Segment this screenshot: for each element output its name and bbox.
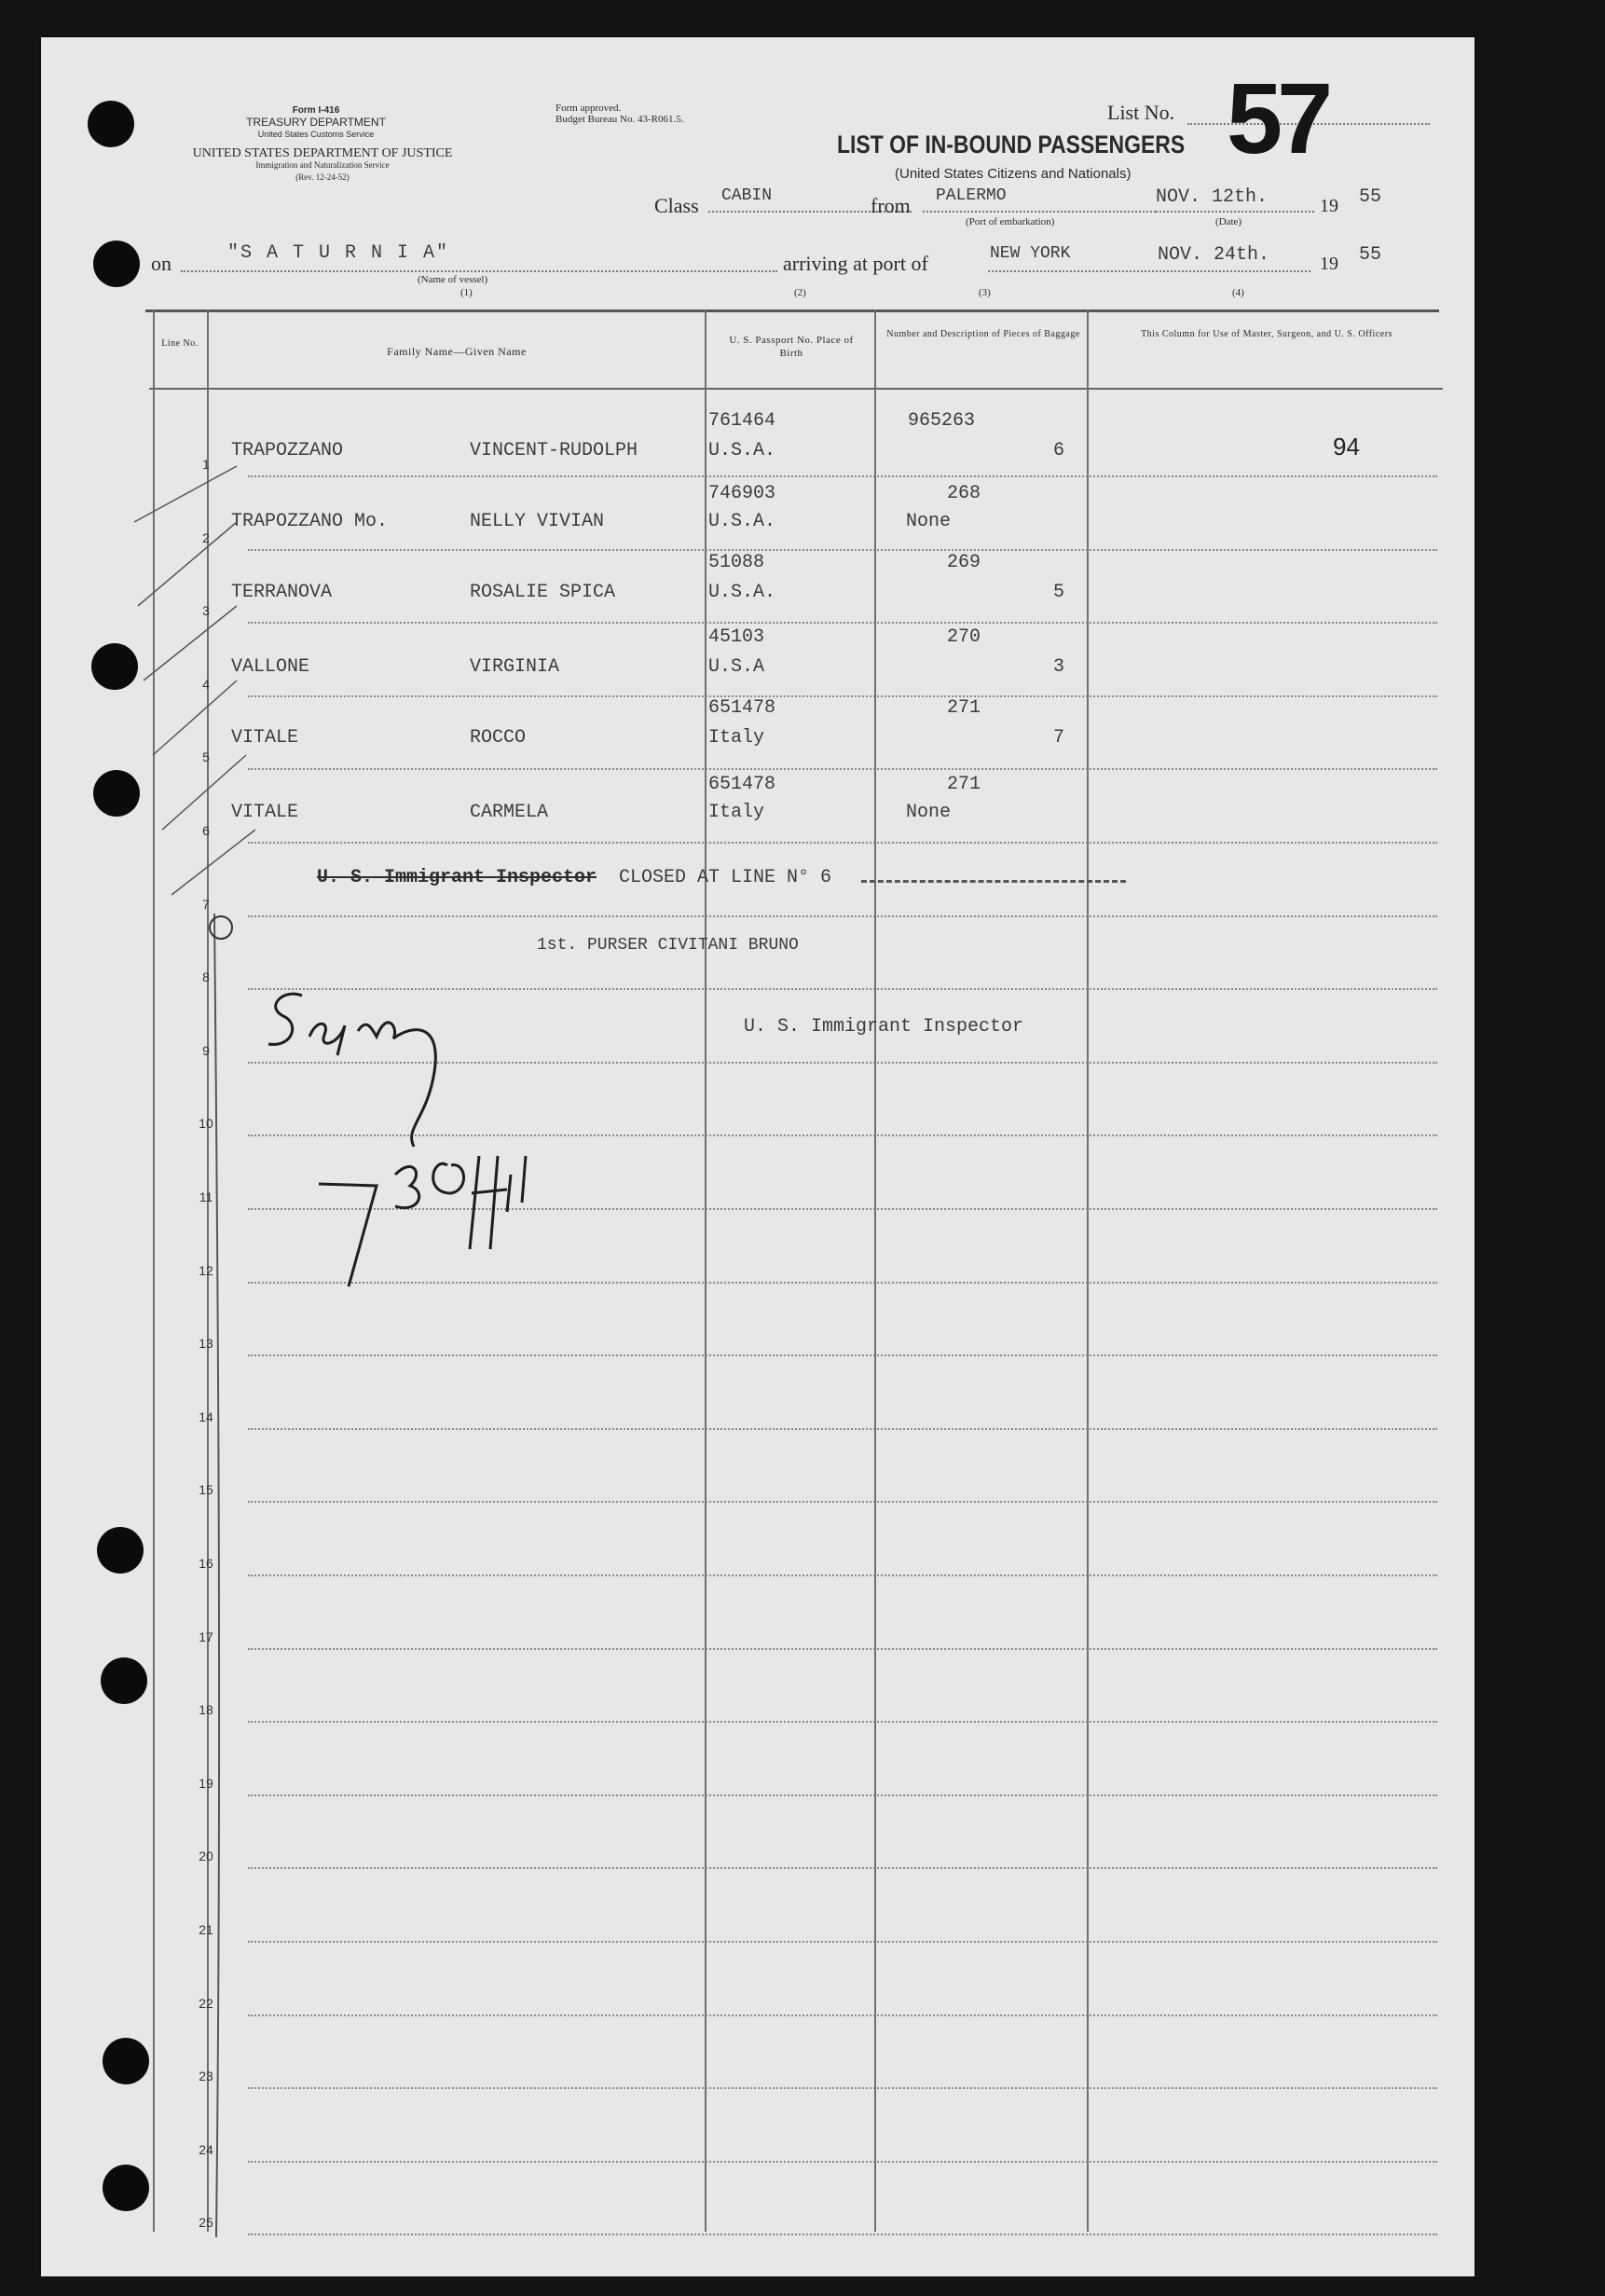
line-number: 18: [199, 1702, 213, 1718]
col-header-officers: This Column for Use of Master, Surgeon, and U. S. Officers: [1141, 329, 1392, 339]
line-number: 5: [202, 749, 210, 765]
justice-block: [145, 147, 500, 184]
list-no-label: List No.: [1107, 101, 1175, 124]
port-of-embarkation: PALERMO: [936, 186, 1007, 205]
circled-line-7: [209, 915, 233, 940]
year-prefix-2: 19: [1320, 254, 1338, 274]
line-number: 22: [199, 1995, 213, 2011]
year-1: 55: [1359, 186, 1382, 208]
approval-block: [556, 103, 683, 125]
family-name: VITALE: [231, 802, 299, 823]
punch-hole: [93, 241, 140, 287]
list-number: 57: [1227, 62, 1328, 174]
line-number: 23: [199, 2069, 213, 2084]
line-number: 24: [199, 2141, 213, 2157]
handwritten-signature: [227, 969, 675, 1361]
embark-date: NOV. 12th.: [1156, 186, 1269, 208]
row-line: [248, 2234, 1437, 2235]
row-line: [248, 842, 1437, 844]
revision: (Rev. 12-24-52): [295, 172, 350, 182]
row-line: [248, 1501, 1437, 1503]
line-number: 20: [199, 1849, 213, 1864]
family-name: TERRANOVA: [231, 582, 333, 603]
place-of-birth: U.S.A.: [708, 511, 776, 532]
inspector-stamp-struck: [317, 867, 597, 888]
inspector-line: U. S. Immigrant Inspector: [744, 1016, 1024, 1038]
arrival-rule: [988, 270, 1310, 272]
line-number: 2: [202, 529, 210, 545]
baggage-count: 5: [1053, 582, 1065, 603]
line-number: 15: [199, 1482, 213, 1498]
row-line: [248, 1574, 1437, 1576]
line-number: 25: [199, 2215, 213, 2231]
punch-hole: [88, 101, 134, 147]
col-divider: [705, 309, 706, 2232]
baggage-count: 3: [1053, 656, 1065, 678]
customs-service: United States Customs Service: [257, 130, 375, 139]
place-of-birth: U.S.A.: [708, 440, 776, 461]
family-name: VITALE: [231, 727, 299, 749]
given-name: VINCENT-RUDOLPH: [470, 440, 638, 461]
line-number: 13: [199, 1336, 213, 1352]
family-name: VALLONE: [231, 656, 310, 678]
punch-hole: [101, 1657, 147, 1704]
manifest-page: [41, 37, 1475, 2276]
baggage-no: 271: [947, 774, 981, 795]
col-header-passport: U. S. Passport No. Place of Birth: [729, 335, 854, 359]
arrival-port: NEW YORK: [990, 244, 1071, 263]
budget-bureau: Budget Bureau No. 43-R061.5.: [556, 114, 684, 125]
punch-hole: [97, 1527, 144, 1574]
place-of-birth: U.S.A: [708, 656, 765, 678]
baggage-no: 965263: [908, 410, 976, 432]
given-name: NELLY VIVIAN: [470, 511, 605, 532]
line-number: 4: [202, 676, 210, 692]
row-line: [248, 695, 1437, 697]
punch-hole: [103, 2165, 149, 2211]
officer-mark: 94: [1333, 433, 1360, 461]
form-number: Form I-416: [292, 105, 340, 116]
given-name: ROSALIE SPICA: [470, 582, 616, 603]
table-top-rule: [145, 309, 1439, 312]
passport-no: 651478: [708, 697, 776, 719]
baggage-count: 6: [1053, 440, 1065, 461]
doj: UNITED STATES DEPARTMENT OF JUSTICE: [192, 146, 453, 160]
line-number: 19: [199, 1775, 213, 1791]
header-bottom-rule: [149, 388, 1443, 390]
from-rule: [923, 211, 1156, 213]
given-name: VIRGINIA: [470, 656, 560, 678]
place-of-birth: Italy: [708, 802, 765, 823]
inspector-stamp: U. S. Immigrant Inspector: [317, 867, 597, 888]
passport-no: 51088: [708, 552, 765, 573]
year-prefix: 19: [1320, 196, 1338, 216]
vessel-name: "S A T U R N I A": [227, 242, 450, 264]
col-caption-3: (3): [979, 287, 991, 298]
line-number: 7: [202, 896, 210, 912]
col-header-line: Line No.: [161, 338, 199, 349]
row-line: [248, 1794, 1437, 1796]
row-line: [248, 1428, 1437, 1430]
given-name: CARMELA: [470, 802, 549, 823]
line-number: 9: [202, 1042, 210, 1058]
col-divider: [874, 309, 876, 2232]
col-caption-2: (2): [794, 287, 806, 298]
col-header-baggage: Number and Description of Pieces of Baggage: [886, 329, 1080, 339]
line-number: 12: [199, 1262, 213, 1278]
form-subtitle: (United States Citizens and Nationals): [895, 166, 1132, 182]
row-line: [248, 549, 1437, 551]
line-number: 1: [202, 457, 210, 472]
baggage-no: 268: [947, 483, 981, 504]
row-line: [248, 1867, 1437, 1869]
col-caption-1: (1): [460, 287, 473, 298]
baggage-count: None: [906, 511, 952, 532]
class-value: CABIN: [721, 186, 773, 205]
place-of-birth: Italy: [708, 727, 765, 749]
row-line: [248, 768, 1437, 770]
form-approved: Form approved.: [556, 103, 622, 114]
baggage-count: 7: [1053, 727, 1065, 749]
line-number: 17: [199, 1629, 213, 1644]
passport-no: 45103: [708, 626, 765, 648]
passport-no: 746903: [708, 483, 776, 504]
place-of-birth: U.S.A.: [708, 582, 776, 603]
punch-hole: [103, 2038, 149, 2084]
row-line: [248, 2087, 1437, 2089]
row-line: [248, 622, 1437, 624]
class-label: Class: [654, 194, 699, 217]
line-number: 3: [202, 603, 210, 619]
arriving-label: arriving at port of: [783, 252, 928, 275]
date-caption: (Date): [1215, 216, 1242, 227]
given-name: ROCCO: [470, 727, 527, 749]
year-2: 55: [1359, 244, 1382, 266]
line-number: 10: [199, 1116, 213, 1132]
port-embark-caption: (Port of embarkation): [966, 216, 1055, 227]
row-line: [248, 915, 1437, 917]
col-caption-4: (4): [1232, 287, 1244, 298]
treasury-dept: TREASURY DEPARTMENT: [246, 116, 386, 129]
line-number: 6: [202, 823, 210, 838]
row-line: [248, 1721, 1437, 1723]
line-number: 11: [199, 1189, 213, 1204]
vessel-rule: [181, 270, 777, 272]
passport-no: 651478: [708, 774, 776, 795]
form-title: LIST OF IN-BOUND PASSENGERS: [837, 131, 1186, 158]
on-label: on: [151, 252, 171, 275]
row-line: [248, 2014, 1437, 2016]
purser-line: 1st. PURSER CIVITANI BRUNO: [537, 936, 799, 955]
baggage-count: None: [906, 802, 952, 823]
vessel-caption: (Name of vessel): [418, 274, 488, 285]
closing-dashes: [861, 880, 1126, 883]
from-label: from: [871, 194, 911, 217]
date-rule: [1156, 211, 1314, 213]
arrival-date: NOV. 24th.: [1158, 244, 1270, 266]
line-number: 14: [199, 1409, 213, 1424]
baggage-no: 269: [947, 552, 981, 573]
baggage-no: 270: [947, 626, 981, 648]
family-name: TRAPOZZANO: [231, 440, 344, 461]
closed-note: CLOSED AT LINE N° 6: [619, 867, 832, 888]
passport-no: 761464: [708, 410, 776, 432]
row-line: [248, 1941, 1437, 1943]
family-name: TRAPOZZANO Mo.: [231, 511, 389, 532]
form-agency-block: [218, 104, 414, 141]
col-divider: [1087, 309, 1089, 2232]
line-number: 8: [202, 969, 210, 985]
row-line: [248, 2161, 1437, 2163]
margin-check-marks: [125, 457, 274, 923]
ins: Immigration and Naturalization Service: [255, 160, 390, 170]
line-number: 16: [199, 1556, 213, 1571]
baggage-no: 271: [947, 697, 981, 719]
row-line: [248, 475, 1437, 477]
line-number: 21: [199, 1922, 213, 1937]
col-header-name: Family Name—Given Name: [387, 345, 527, 358]
row-line: [248, 1648, 1437, 1650]
margin-pencil-line: [205, 914, 233, 2237]
